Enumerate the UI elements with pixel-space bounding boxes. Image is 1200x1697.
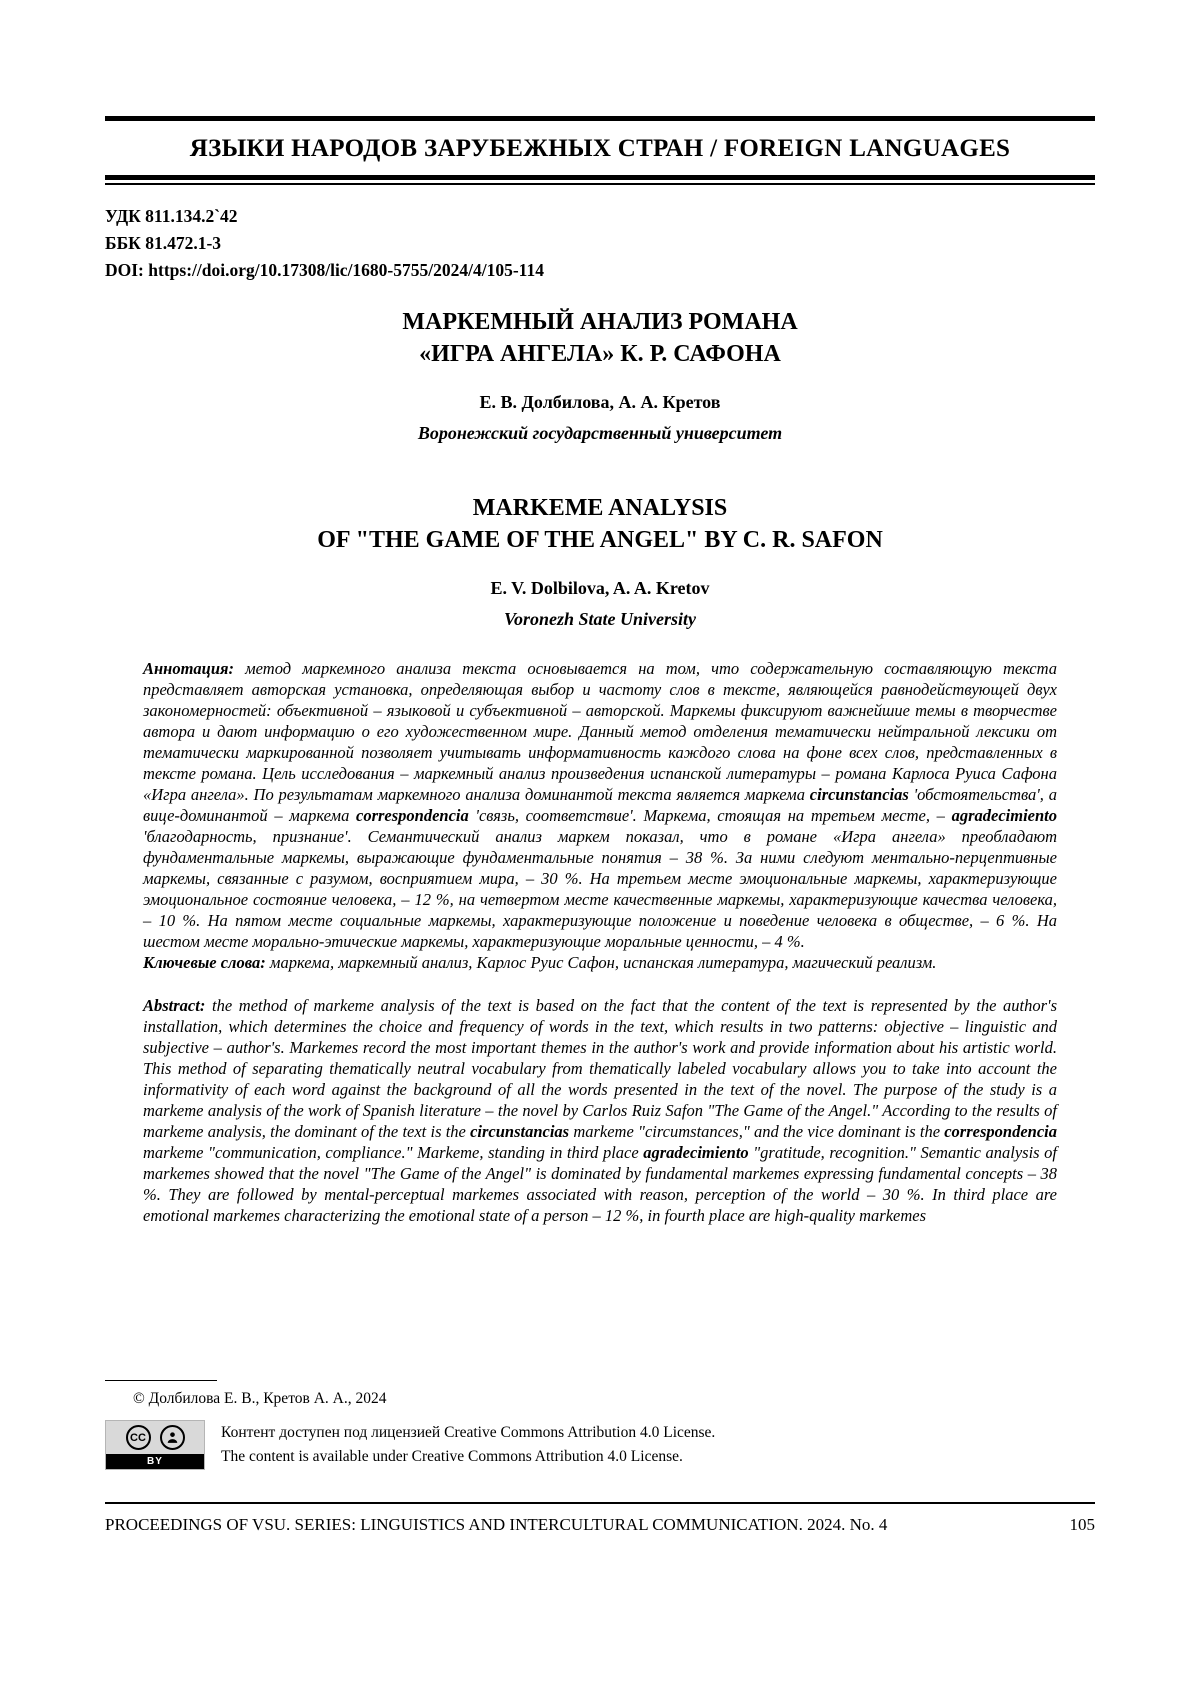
license-line-ru: Контент доступен под лицензией Creative Commons Attribution 4.0 License. bbox=[221, 1424, 716, 1441]
title-ru-line1: МАРКЕМНЫЙ АНАЛИЗ РОМАНА bbox=[402, 309, 798, 335]
annotation-label: Аннотация: bbox=[143, 659, 235, 678]
title-ru-line2: «ИГРА АНГЕЛА» К. Р. САФОНА bbox=[419, 341, 781, 367]
affiliation-en: Voronezh State University bbox=[503, 609, 697, 629]
authors-ru: Е. В. Долбилова, А. А. Кретов bbox=[479, 392, 721, 412]
article-meta bbox=[105, 203, 1095, 284]
doi-line: DOI: https://doi.org/10.17308/lic/1680-5755/2024/4/105-114 bbox=[105, 260, 544, 280]
page-number: 105 bbox=[1069, 1515, 1095, 1534]
journal-title-line: PROCEEDINGS OF VSU. SERIES: LINGUISTICS AND INTERCULTURAL COMMUNICATION. 2024. No. 4 bbox=[105, 1515, 888, 1534]
abstracts-section bbox=[143, 658, 1057, 1226]
person-icon bbox=[160, 1425, 185, 1450]
affiliation-ru: Воронежский государственный университет bbox=[417, 423, 783, 443]
udk-line: УДК 811.134.2`42 bbox=[105, 206, 238, 226]
header-bottom-rule-thick bbox=[105, 175, 1095, 180]
cc-badge-icons bbox=[106, 1421, 204, 1454]
cc-icon bbox=[126, 1425, 151, 1450]
footnote-rule bbox=[105, 1380, 217, 1381]
annotation-paragraph bbox=[143, 658, 1057, 952]
license-texts bbox=[221, 1421, 715, 1469]
license-row bbox=[105, 1420, 1095, 1470]
keywords-label: Ключевые слова: bbox=[143, 953, 266, 972]
title-en-line1: MARKEME ANALYSIS bbox=[472, 495, 728, 521]
bbk-line: ББК 81.472.1-3 bbox=[105, 233, 222, 253]
copyright-line: © Долбилова Е. В., Кретов А. А., 2024 bbox=[133, 1390, 387, 1407]
keywords-text: маркема, маркемный анализ, Карлос Руис Сафон, испанская литература, магический реализм. bbox=[265, 953, 937, 972]
abstract-paragraph bbox=[143, 995, 1057, 1226]
abstract-label: Abstract: bbox=[143, 996, 206, 1015]
license-line-en: The content is available under Creative Commons Attribution 4.0 License. bbox=[221, 1448, 683, 1465]
journal-footer bbox=[105, 1502, 1095, 1535]
keywords-paragraph bbox=[143, 952, 1057, 973]
footnote-area bbox=[105, 1380, 1095, 1470]
header-bottom-rule-thin bbox=[105, 183, 1095, 185]
annotation-text: метод маркемного анализа текста основывается на том, что содержательную составляющую текста представляет авторская установка, определяющая выбор и частоту слов в тексте, являющейся равнодействующей двух закономерностей: объективной – языковой и субъективной – авторской. Маркемы фиксируют важнейшие темы в творчестве автора и дают информацию о его художественном мире. Данный метод отделения тематически нейтральной лексики от тематически маркированной позволяет учитывать информативность каждого слова на фоне всех слов, представленных в тексте романа. Цель исследования – маркемный анализ произведения испанской литературы – романа Карлоса Руиса Сафона «Игра ангела». По результатам маркемного анализа доминантой текста является маркема circunstancias 'обстоятельства', а вице-доминантой – маркема correspondencia 'связь, соответствие'. Маркема, стоящая на третьем месте, – agradecimiento 'благодарность, признание'. Семантический анализ маркем показал, что в романе «Игра ангела» преобладают фундаментальные маркемы, выражающие фундаментальные понятия – 38 %. За ними следуют ментально-перцептивные маркемы, связанные с разумом, восприятием мира, – 30 %. На третьем месте эмоциональные маркемы, характеризующие эмоциональное состояние человека, – 12 %, на четвертом месте качественные маркемы, характеризующие качества человека, – 10 %. На пятом месте социальные маркемы, характеризующие положение и поведение человека в обществе, – 6 %. На шестом месте морально-этические маркемы, характеризующие моральные ценности, – 4 %. bbox=[143, 659, 1057, 951]
cc-by-badge bbox=[105, 1420, 205, 1470]
section-banner: ЯЗЫКИ НАРОДОВ ЗАРУБЕЖНЫХ СТРАН / FOREIGN LANGUAGES bbox=[189, 135, 1011, 162]
title-en-line2: OF "THE GAME OF THE ANGEL" BY C. R. SAFON bbox=[317, 527, 883, 553]
title-ru bbox=[105, 306, 1095, 370]
abstract-text: the method of markeme analysis of the text is based on the fact that the content of the text is represented by the author's installation, which determines the choice and frequency of words in the text, which results in two patterns: objective – linguistic and subjective – author's. Markemes record the most important themes in the author's work and provide information about his artistic world. This method of separating thematically neutral vocabulary from thematically labeled vocabulary allows you to take into account the informativity of each word against the background of all the words presented in the text of the novel. The purpose of the study is a markeme analysis of the work of Spanish literature – the novel by Carlos Ruiz Safon "The Game of the Angel." According to the results of markeme analysis, the dominant of the text is the circunstancias markeme "circumstances," and the vice dominant is the correspondencia markeme "communication, compliance." Markeme, standing in third place agradecimiento "gratitude, recognition." Semantic analysis of markemes showed that the novel "The Game of the Angel" is dominated by fundamental markemes expressing fundamental concepts – 38 %. They are followed by mental-perceptual markemes associated with reason, perception of the world – 30 %. In third place are emotional markemes characterizing the emotional state of a person – 12 %, in fourth place are high-quality markemes bbox=[143, 996, 1057, 1225]
authors-en: E. V. Dolbilova, A. A. Kretov bbox=[490, 578, 710, 598]
cc-by-bar: BY bbox=[106, 1454, 204, 1469]
title-en bbox=[105, 492, 1095, 556]
cc-icon-text: CC bbox=[130, 1431, 146, 1444]
